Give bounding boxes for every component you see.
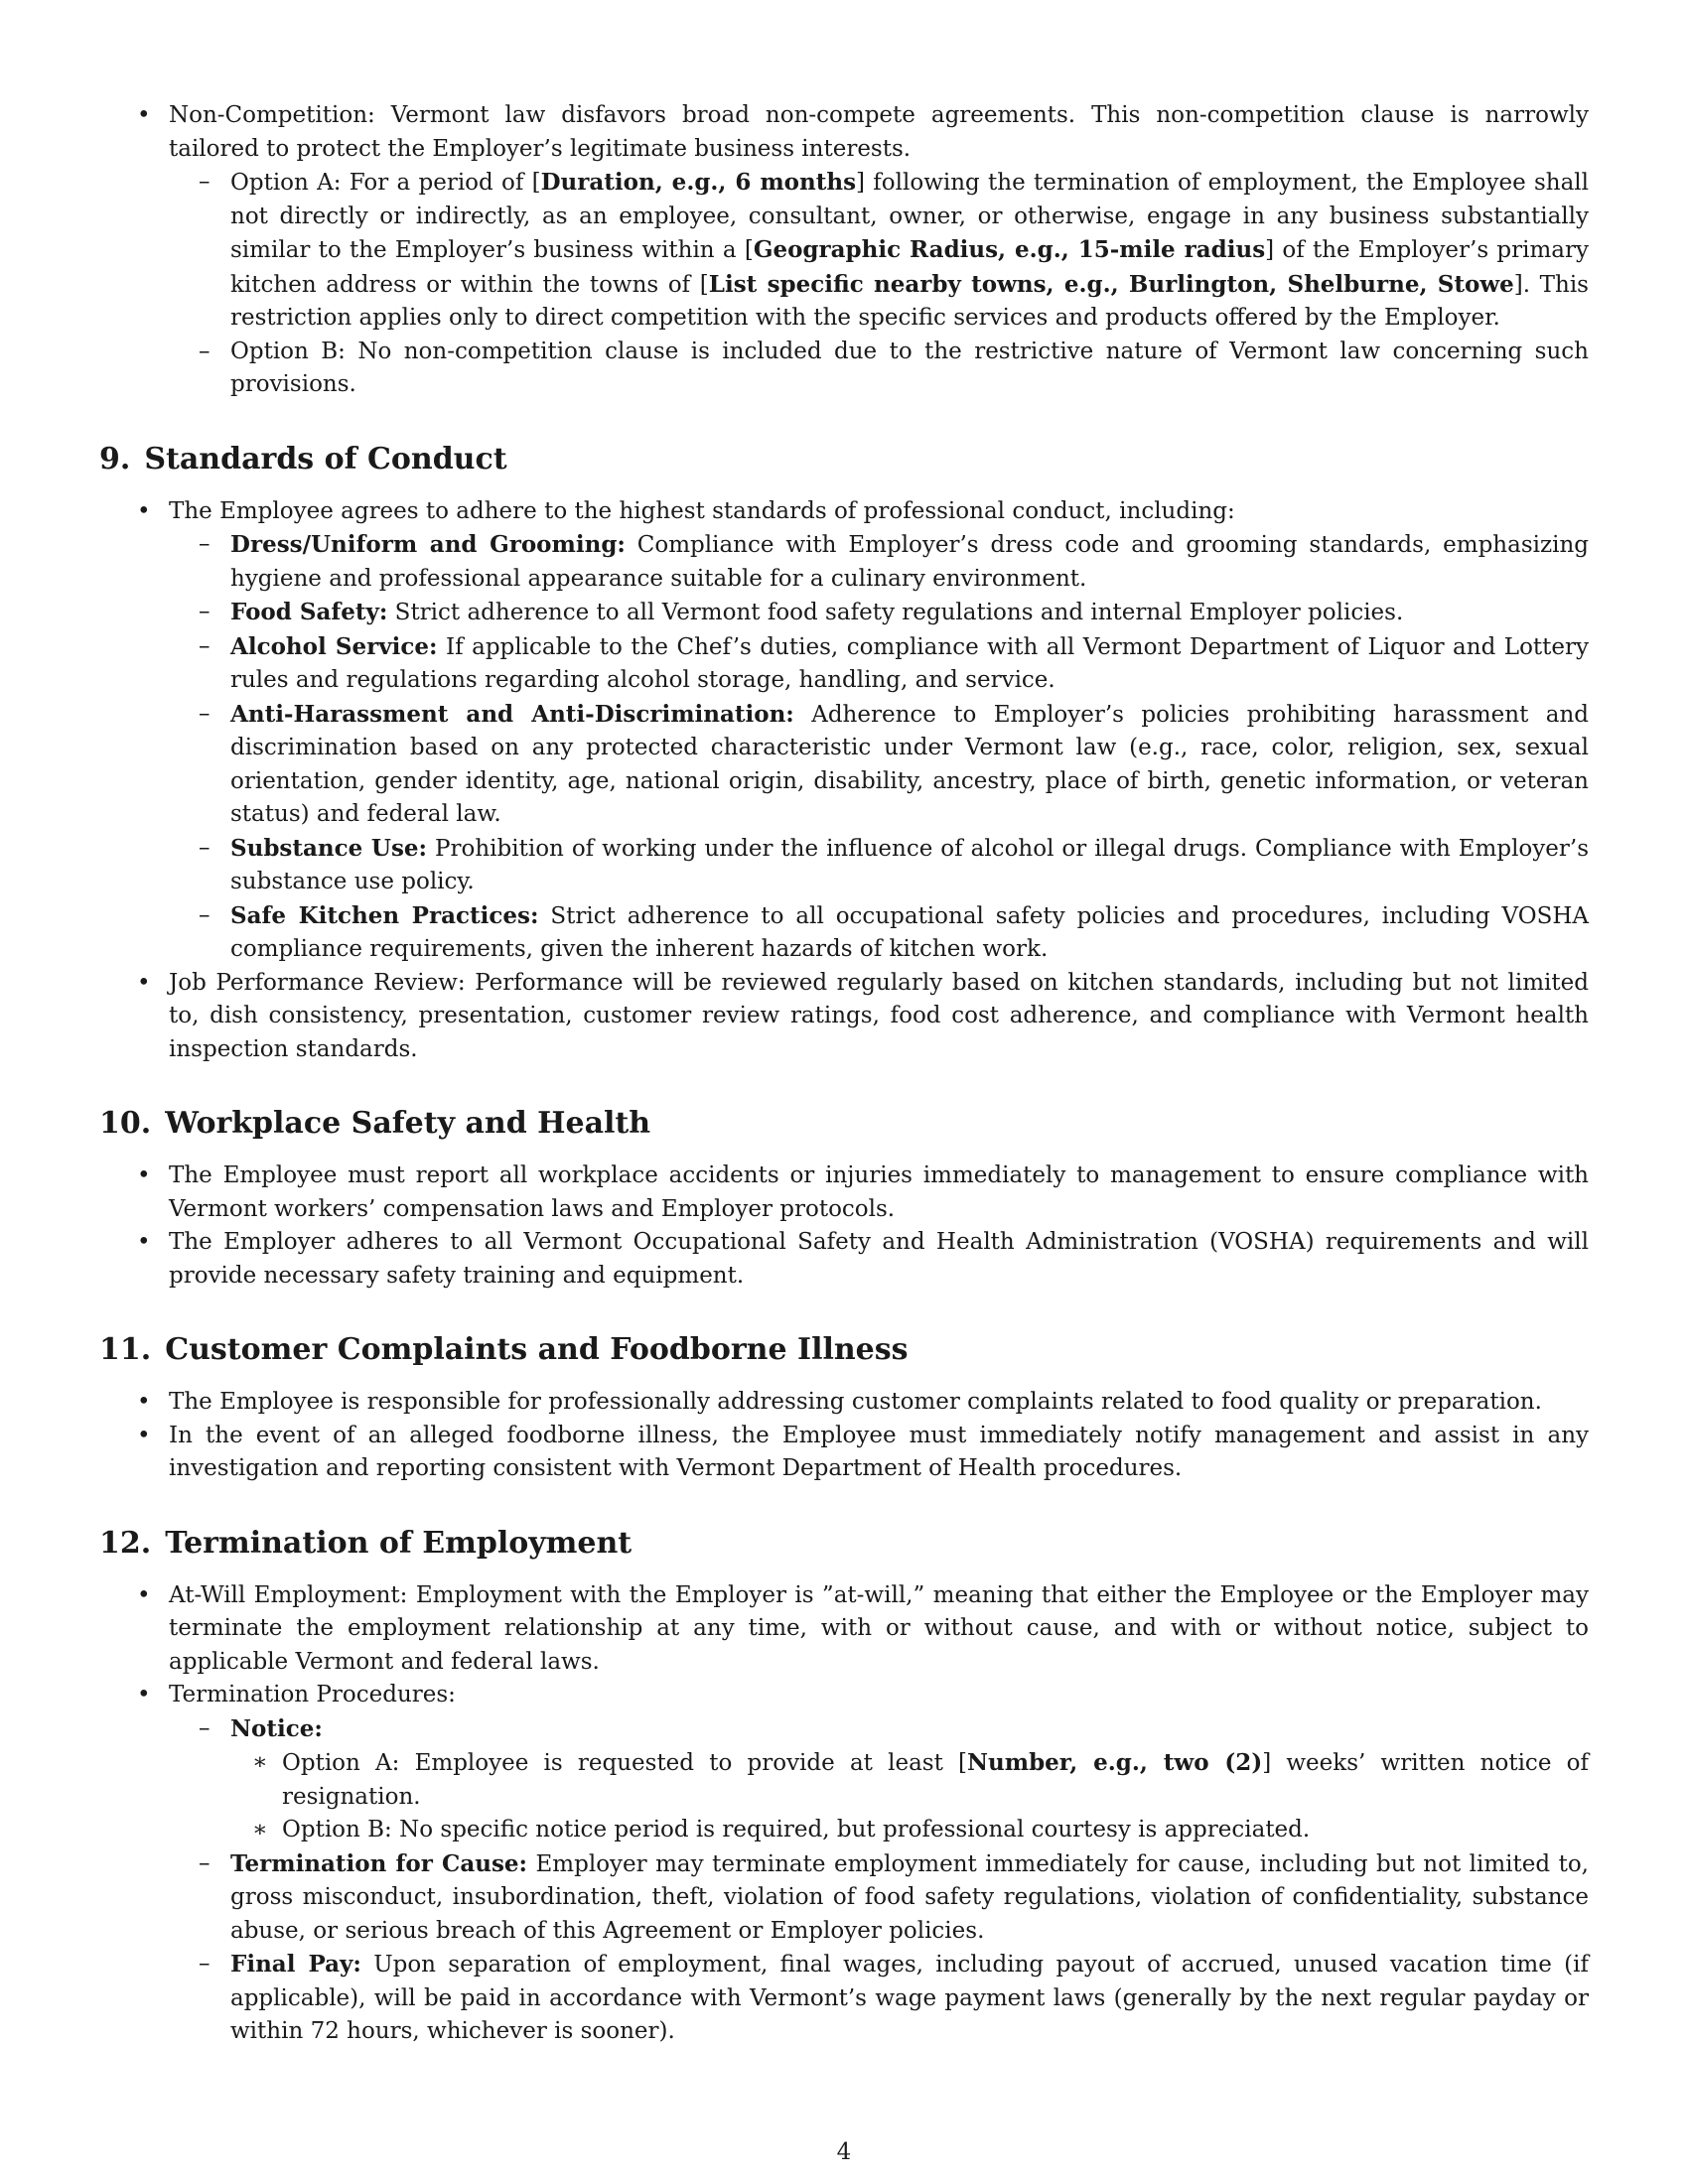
section-number: 12. [99,1525,152,1561]
section-title: Standards of Conduct [144,441,507,477]
conduct-list [99,495,1589,1067]
cause-label: Termination for Cause: [230,1849,528,1877]
item-text: Prohibition of working under the influence of alcohol or illegal drugs. Compliance with Employer’s substance use policy. [230,835,1589,894]
at-will-item: • At-Will Employment: Employment with the Employer is ”at-will,” meaning that either the Employee or the Employer may terminate the employment relationship at any time, with or without cause, and with or without notice, subject to applicable Vermont and federal laws. [99,1579,1589,1680]
list-item [169,596,1589,630]
list-item: • In the event of an alleged foodborne illness, the Employee must immediately notify management and assist in any investigation and reporting consistent with Vermont Department of Health procedures. [99,1420,1589,1486]
list-item [169,698,1589,832]
option-a-radius: Geographic Radius, e.g., 15-mile radius [753,236,1266,263]
noncompete-intro: Non-Competition: Vermont law disfavors broad non-compete agreements. This non-competition clause is narrowly tailored to protect the Employer’s legitimate business interests. [169,102,1589,162]
cause-item [169,1847,1589,1949]
list-item [169,832,1589,899]
document-page [99,99,1589,2049]
conduct-standards [169,528,1589,967]
procedures-list [169,1712,1589,2049]
section-number: 11. [99,1332,152,1367]
item-text: If applicable to the Chef’s duties, compliance with all Vermont Department of Liquor and Lottery rules and regulations regarding alcohol storage, handling, and service. [230,633,1590,693]
item-text: Strict adherence to all Vermont food safety regulations and internal Employer policies. [387,600,1404,625]
conduct-intro-item [99,495,1589,967]
section-heading-12 [99,1525,1589,1563]
cause-text: Employer may terminate employment immediately for cause, including but not limited to, gross misconduct, insubordination, theft, violation of food safety regulations, violation of confidentiality, substance abuse, or serious breach of this Agreement or Employer policies. [230,1850,1589,1944]
option-a-towns: List specific nearby towns, e.g., Burlington, Shelburne, Stowe [708,270,1514,298]
notice-option-a [230,1746,1589,1814]
item-text: Strict adherence to all occupational safety policies and procedures, including VOSHA compliance requirements, given the inherent hazards of kitchen work. [230,902,1590,962]
final-pay-item [169,1948,1589,2049]
item-label: Anti-Harassment and Anti-Discrimination: [230,700,794,728]
option-a-duration: Duration, e.g., 6 months [540,169,857,196]
list-item: • The Employee must report all workplace accidents or injuries immediately to management to ensure compliance with Vermont workers’ compensation laws and Employer protocols. [99,1160,1589,1226]
procedures-label: Termination Procedures: [169,1682,456,1707]
list-item: • The Employer adheres to all Vermont Occupational Safety and Health Administration (VOSHA) requirements and will provide necessary safety training and equipment. [99,1226,1589,1293]
notice-a-number: Number, e.g., two (2) [967,1749,1263,1776]
section-number: 10. [99,1106,152,1141]
notice-options [230,1746,1589,1847]
final-pay-label: Final Pay: [230,1951,361,1978]
item-label: Alcohol Service: [230,632,438,660]
notice-item [169,1712,1589,1847]
section-title: Workplace Safety and Health [165,1106,651,1141]
noncompete-option-b: – Option B: No non-competition clause is included due to the restrictive nature of Vermont law concerning such provisions. [169,336,1589,402]
notice-option-b: ∗ Option B: No specific notice period is required, but professional courtesy is appreciated. [230,1814,1589,1847]
notice-label: Notice: [230,1714,323,1742]
noncompete-options [169,166,1589,402]
performance-review-item: • Job Performance Review: Performance will be reviewed regularly based on kitchen standards, including but not limited to, dish consistency, presentation, customer review ratings, food cost adherence, and compliance with Vermont health inspection standards. [99,967,1589,1067]
item-label: Dress/Uniform and Grooming: [230,531,626,558]
list-item [169,528,1589,596]
notice-a-text: ] weeks’ written notice of resignation. [282,1750,1589,1810]
item-label: Safe Kitchen Practices: [230,901,539,929]
item-label: Substance Use: [230,834,428,862]
noncompete-option-a [169,166,1589,336]
procedures-item [99,1679,1589,2049]
option-a-text: ] of the Employer’s primary kitchen address or within the towns of [ [230,237,1589,298]
section-heading-9 [99,441,1589,478]
section-title: Customer Complaints and Foodborne Illness [165,1332,909,1367]
section-heading-11 [99,1331,1589,1369]
termination-list [99,1579,1589,2049]
noncompete-item [99,99,1589,402]
page-number: 4 [836,2139,852,2165]
option-a-text: ] following the termination of employment, the Employee shall not directly or indirectly, as an employee, consultant, owner, or otherwise, engage in any business substantially similar to the Employer’s business within a [ [230,170,1590,263]
option-a-text: ]. This restriction applies only to direct competition with the specific services and products offered by the Employer. [230,271,1589,331]
option-a-text: Option A: For a period of [ [230,170,541,196]
list-item [169,899,1589,967]
item-label: Food Safety: [230,599,388,625]
notice-a-text: Option A: Employee is requested to provide at least [ [282,1750,967,1776]
complaints-list [99,1386,1589,1486]
list-item: • The Employee is responsible for professionally addressing customer complaints related to food quality or preparation. [99,1386,1589,1420]
conduct-intro: The Employee agrees to adhere to the highest standards of professional conduct, including: [169,497,1235,524]
final-pay-text: Upon separation of employment, final wages, including payout of accrued, unused vacation time (if applicable), will be paid in accordance with Vermont’s wage payment laws (generally by the next regular payday or within 72 hours, whichever is sooner). [230,1952,1589,2044]
item-text: Adherence to Employer’s policies prohibiting harassment and discrimination based on any protected characteristic under Vermont law (e.g., race, color, religion, sex, sexual orientation, gender identity, age, national origin, disability, ancestry, place of birth, genetic information, or veteran status) and federal law. [230,701,1589,827]
section-number: 9. [99,441,131,477]
noncompete-list [99,99,1589,402]
section-heading-10 [99,1105,1589,1143]
section-title: Termination of Employment [165,1525,633,1561]
item-text: Compliance with Employer’s dress code and grooming standards, emphasizing hygiene and professional appearance suitable for a culinary environment. [230,532,1589,592]
safety-list [99,1160,1589,1293]
list-item [169,630,1589,698]
